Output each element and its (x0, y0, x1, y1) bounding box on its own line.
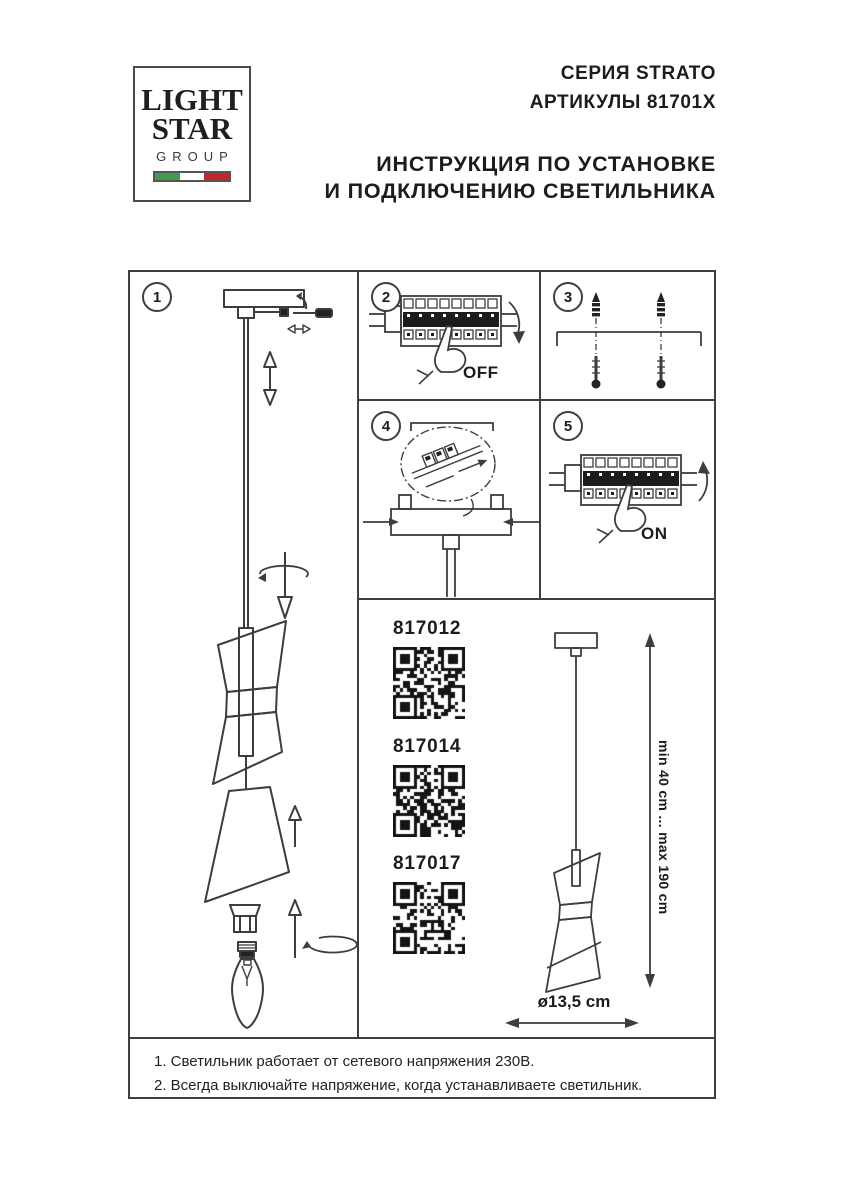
logo-word-light: LIGHT (141, 81, 243, 117)
article-number: 817017 (393, 853, 462, 874)
step-1-number: 1 (142, 282, 172, 312)
step-2-number: 2 (371, 282, 401, 312)
note-line-1: 1. Светильник работает от сетевого напряжения 230В. (154, 1053, 535, 1070)
articles-line: АРТИКУЛЫ 81701X (529, 91, 716, 113)
product-info-panel (359, 600, 714, 1037)
article-number: 817012 (393, 618, 462, 639)
qr-code (393, 765, 465, 837)
qr-code (393, 647, 465, 719)
step-4-panel (359, 401, 541, 600)
step-5-number: 5 (553, 411, 583, 441)
product-item (393, 736, 465, 837)
diameter-dimension: ø13,5 cm (537, 992, 611, 1011)
off-label: OFF (463, 363, 499, 382)
step-3-panel (541, 272, 714, 401)
logo-word-star: STAR (151, 110, 233, 146)
document-title (325, 151, 716, 205)
lightstar-logo (133, 66, 251, 202)
article-number: 817014 (393, 736, 462, 757)
title-line-2: И ПОДКЛЮЧЕНИЮ СВЕТИЛЬНИКА (324, 178, 716, 203)
flag-white (180, 173, 205, 180)
step-4-number: 4 (371, 411, 401, 441)
header-text (325, 60, 716, 205)
qr-code (393, 882, 465, 954)
logo-word-group: GROUP (156, 149, 234, 165)
step-2-panel (359, 272, 541, 401)
step-1-assembly-diagram (130, 272, 357, 1035)
height-range-dimension: min 40 cm ... max 190 cm (656, 740, 672, 915)
product-item (393, 853, 465, 954)
step-5-panel (541, 401, 714, 600)
instruction-grid (128, 270, 716, 1099)
on-label: ON (641, 524, 668, 543)
footer-notes (130, 1037, 714, 1097)
flag-green (155, 173, 180, 180)
step-3-number: 3 (553, 282, 583, 312)
step-1-panel (130, 272, 359, 1037)
note-line-2: 2. Всегда выключайте напряжение, когда устанавливаете светильник. (154, 1077, 643, 1094)
series-name: СЕРИЯ STRATO (560, 63, 716, 84)
title-line-1: ИНСТРУКЦИЯ ПО УСТАНОВКЕ (376, 152, 716, 176)
flag-red (204, 173, 229, 180)
product-item (393, 618, 465, 719)
italian-flag-stripe (153, 171, 231, 182)
